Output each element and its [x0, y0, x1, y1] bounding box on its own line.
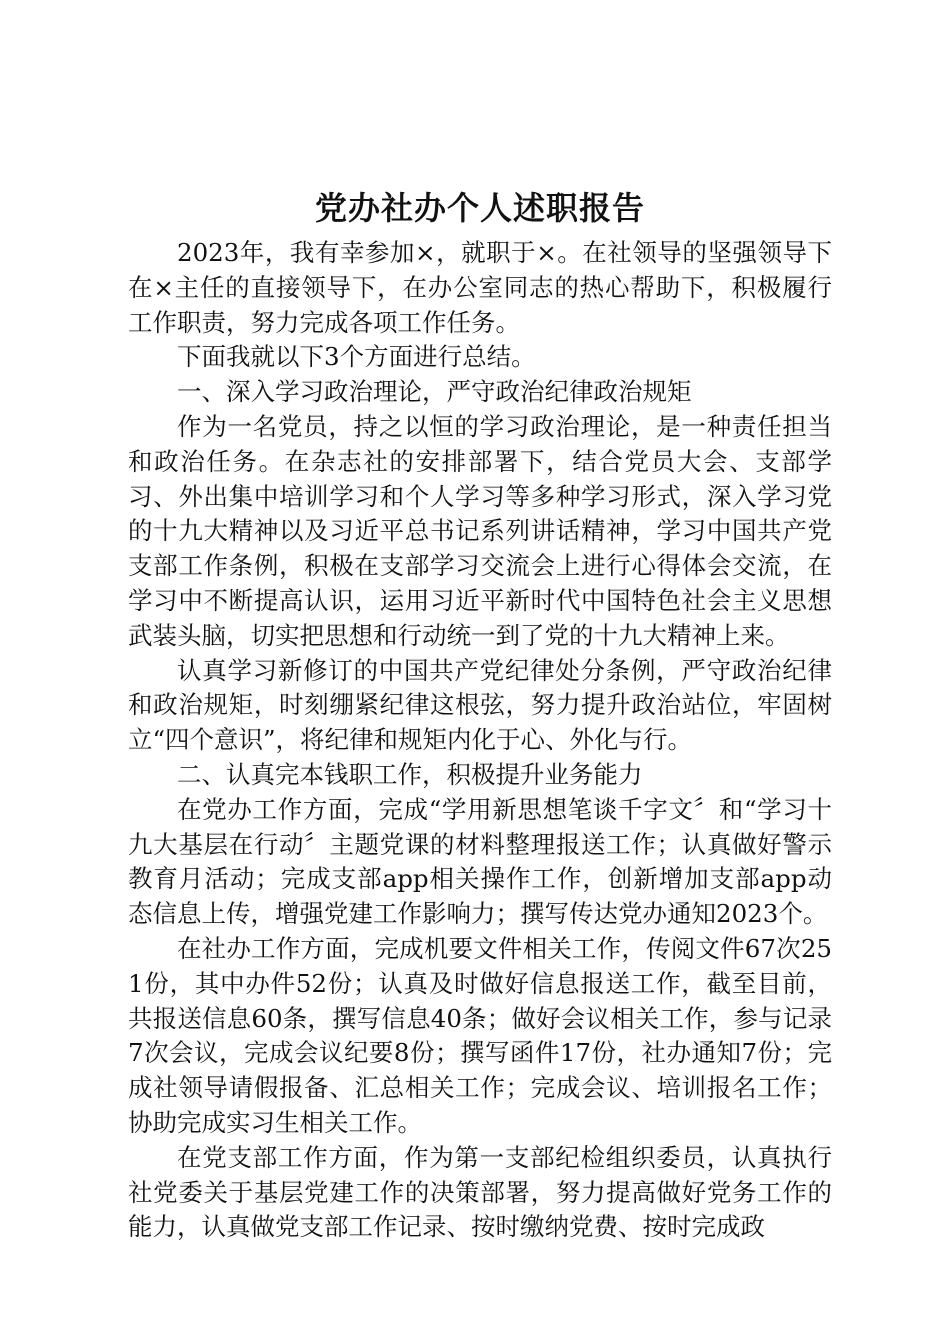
document-page — [128, 186, 832, 1245]
section-heading-2: 二、认真完本钱职工作，积极提升业务能力 — [177, 759, 643, 789]
paragraph-summary-lead: 下面我就以下3个方面进行总结。 — [177, 342, 536, 372]
paragraph-society-office-work: 在社办工作方面，完成机要文件相关工作，传阅文件67次251份，其中办件52份；认真及时做好信息报送工作，截至目前，共报送信息60条，撰写信息40条；做好会议相关工作，参与记录7次会议，完成会议纪要8份；撰写函件17份，社办通知7份；完成社领导请假报备、汇总相关工作；完成会议、培训报名工作；协助完成实习生相关工作。 — [128, 933, 832, 1137]
section-heading-1: 一、深入学习政治理论，严守政治纪律政治规矩 — [177, 377, 692, 407]
document-title: 党办社办个人述职报告 — [314, 189, 645, 227]
paragraph-party-branch-work: 在党支部工作方面，作为第一支部纪检组织委员，认真执行社党委关于基层党建工作的决策部署，努力提高做好党务工作的能力，认真做党支部工作记录、按时缴纳党费、按时完成政 — [128, 1142, 832, 1242]
paragraph-intro: 2023年，我有幸参加×，就职于×。在社领导的坚强领导下在×主任的直接领导下，在办公室同志的热心帮助下，积极履行工作职责，努力完成各项工作任务。 — [128, 238, 832, 337]
paragraph-study-theory: 作为一名党员，持之以恒的学习政治理论，是一种责任担当和政治任务。在杂志社的安排部署下，结合党员大会、支部学习、外出集中培训学习和个人学习等多种学习形式，深入学习党的十九大精神以及习近平总书记系列讲话精神，学习中国共产党支部工作条例，积极在支部学习交流会上进行心得体会交流，在学习中不断提高认识，运用习近平新时代中国特色社会主义思想武装头脑，切实把思想和行动统一到了党的十九大精神上来。 — [128, 411, 832, 650]
paragraph-discipline: 认真学习新修订的中国共产党纪律处分条例，严守政治纪律和政治规矩，时刻绷紧纪律这根弦，努力提升政治站位，牢固树立“四个意识”，将纪律和规矩内化于心、外化与行。 — [128, 655, 832, 755]
paragraph-party-office-work: 在党办工作方面，完成“学用新思想笔谈千字文〞和“学习十九大基层在行动〞主题党课的材料整理报送工作；认真做好警示教育月活动；完成支部app相关操作工作，创新增加支部app动态信息上传，增强党建工作影响力；撰写传达党办通知2023个。 — [128, 794, 832, 929]
